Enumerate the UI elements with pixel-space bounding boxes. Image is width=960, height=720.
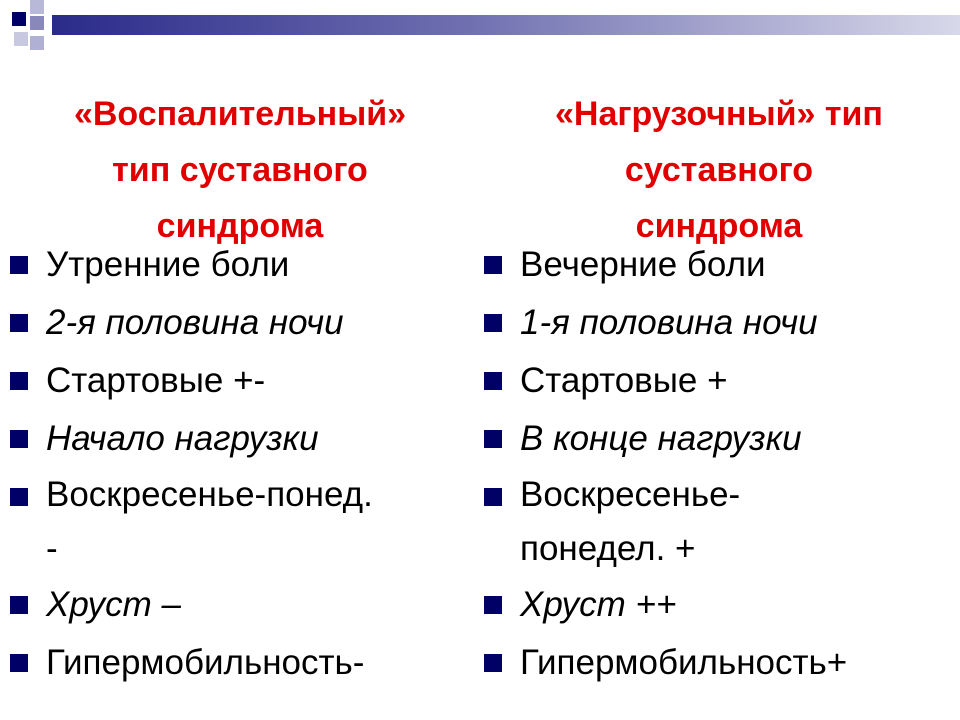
heading-line: тип суставного	[112, 151, 368, 189]
mechanical-list	[484, 236, 954, 692]
list-item: 2-я половина ночи	[10, 294, 470, 352]
decoration-square	[30, 0, 44, 14]
list-item: Стартовые +	[484, 352, 954, 410]
square-bullet-icon	[484, 596, 502, 614]
square-bullet-icon	[10, 256, 28, 274]
list-item: Хруст ++	[484, 576, 954, 634]
square-bullet-icon	[484, 654, 502, 672]
list-item: Начало нагрузки	[10, 410, 470, 468]
square-bullet-icon	[10, 488, 28, 506]
list-item: Хруст –	[10, 576, 470, 634]
decoration-square	[30, 16, 44, 30]
list-item: В конце нагрузки	[484, 410, 954, 468]
heading-line: синдрома	[156, 207, 324, 245]
list-item: Стартовые +-	[10, 352, 470, 410]
decoration-square	[12, 12, 26, 26]
list-item: Воскресенье-понед. -	[10, 468, 470, 576]
list-item: Вечерние боли	[484, 236, 954, 294]
square-bullet-icon	[10, 372, 28, 390]
inflammatory-column	[10, 86, 470, 692]
list-item: Утренние боли	[10, 236, 470, 294]
heading-line: «Нагрузочный» тип	[555, 95, 883, 133]
decoration-square	[30, 36, 44, 50]
list-item: 1-я половина ночи	[484, 294, 954, 352]
list-item: Гипермобильность-	[10, 634, 470, 692]
square-bullet-icon	[10, 430, 28, 448]
decoration-gradient-bar	[52, 15, 960, 35]
header-decoration	[0, 0, 960, 60]
decoration-square	[14, 32, 28, 46]
square-bullet-icon	[484, 314, 502, 332]
square-bullet-icon	[484, 430, 502, 448]
list-item: Гипермобильность+	[484, 634, 954, 692]
square-bullet-icon	[484, 372, 502, 390]
list-item: Воскресенье- понедел. +	[484, 468, 954, 576]
heading-line: суставного	[624, 151, 814, 189]
heading-line: синдрома	[635, 207, 803, 245]
inflammatory-heading	[10, 86, 470, 245]
square-bullet-icon	[484, 256, 502, 274]
mechanical-column	[484, 86, 954, 692]
mechanical-heading	[484, 86, 954, 245]
square-bullet-icon	[10, 314, 28, 332]
square-bullet-icon	[10, 654, 28, 672]
heading-line: «Воспалительный»	[73, 95, 407, 133]
square-bullet-icon	[484, 488, 502, 506]
inflammatory-list	[10, 236, 470, 692]
square-bullet-icon	[10, 596, 28, 614]
